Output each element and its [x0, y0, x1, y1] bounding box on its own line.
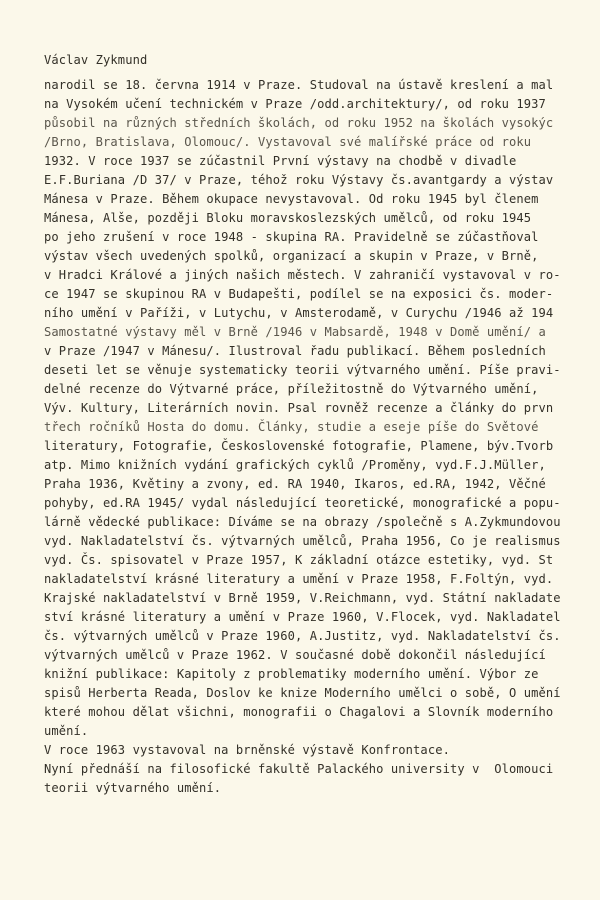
- text-line: které mohou dělat všichni, monografii o Chagalovi a Slovník moderního: [44, 705, 554, 719]
- text-line: atp. Mimo knižních vydání grafických cyklů /Proměny, vyd.F.J.Müller,: [44, 458, 546, 472]
- text-line: deseti let se věnuje systematicky teorii výtvarného umění. Píše pravi-: [44, 363, 561, 377]
- text-line: lárně vědecké publikace: Díváme se na obrazy /společně s A.Zykmundovou: [44, 515, 561, 529]
- text-line: vyd. Nakladatelství čs. výtvarných umělců, Praha 1956, Co je realismus: [44, 534, 561, 548]
- text-line: po jeho zrušení v roce 1948 - skupina RA. Pravidelně se zúčastňoval: [44, 230, 539, 244]
- text-line: ství krásné literatury a umění v Praze 1960, V.Flocek, vyd. Nakladatel: [44, 610, 561, 624]
- text-line: výtvarných umělců v Praze 1962. V současné době dokončil následující: [44, 648, 546, 662]
- text-line: ního umění v Paříži, v Lutychu, v Amsterodamě, v Curychu /1946 až 194: [44, 306, 554, 320]
- text-line: V roce 1963 vystavoval na brněnské výstavě Konfrontace.: [44, 743, 450, 757]
- text-line: /Brno, Bratislava, Olomouc/. Vystavoval své malířské práce od roku: [44, 135, 532, 149]
- text-line: delné recenze do Výtvarné práce, příležitostně do Výtvarného umění,: [44, 382, 539, 396]
- text-line: knižní publikace: Kapitoly z problematiky moderního umění. Výbor ze: [44, 667, 539, 681]
- text-line: teorii výtvarného umění.: [44, 781, 222, 795]
- text-line: umění.: [44, 724, 89, 738]
- text-line: Mánesa, Alše, později Bloku moravskoslezských umělců, od roku 1945: [44, 211, 532, 225]
- text-line: Praha 1936, Květiny a zvony, ed. RA 1940, Ikaros, ed.RA, 1942, Věčné: [44, 477, 546, 491]
- text-line: spisů Herberta Reada, Doslov ke knize Moderního umělci o sobě, O umění: [44, 686, 561, 700]
- text-line: působil na různých středních školách, od roku 1952 na školách vysokýc: [44, 116, 554, 130]
- text-line: E.F.Buriana /D 37/ v Praze, téhož roku Výstavy čs.avantgardy a výstav: [44, 173, 554, 187]
- text-line: literatury, Fotografie, Československé fotografie, Plamene, býv.Tvorb: [44, 439, 554, 453]
- text-line: v Hradci Králové a jiných našich městech. V zahraničí vystavoval v ro-: [44, 268, 561, 282]
- author-name-heading: Václav Zykmund: [44, 53, 148, 67]
- text-line: na Vysokém učení technickém v Praze /odd.architektury/, od roku 1937: [44, 97, 546, 111]
- text-line: nakladatelství krásné literatury a umění v Praze 1958, F.Foltýn, vyd.: [44, 572, 554, 586]
- text-line: Samostatné výstavy měl v Brně /1946 v Mabsardě, 1948 v Domě umění/ a: [44, 325, 546, 339]
- typescript-text-block: [44, 51, 600, 798]
- text-line: výstav všech uvedených spolků, organizací a skupin v Praze, v Brně,: [44, 249, 539, 263]
- text-line: Nyní přednáší na filosofické fakultě Palackého university v Olomouci: [44, 762, 554, 776]
- text-line: Mánesa v Praze. Během okupace nevystavoval. Od roku 1945 byl členem: [44, 192, 539, 206]
- text-line: pohyby, ed.RA 1945/ vydal následující teoretické, monografické a popu-: [44, 496, 561, 510]
- text-line: v Praze /1947 v Mánesu/. Ilustroval řadu publikací. Během posledních: [44, 344, 546, 358]
- text-line: vyd. Čs. spisovatel v Praze 1957, K základní otázce estetiky, vyd. St: [44, 553, 554, 567]
- text-line: 1932. V roce 1937 se zúčastnil První výstavy na chodbě v divadle: [44, 154, 517, 168]
- text-line: čs. výtvarných umělců v Praze 1960, A.Justitz, vyd. Nakladatelství čs.: [44, 629, 561, 643]
- text-line: narodil se 18. června 1914 v Praze. Studoval na ústavě kreslení a mal: [44, 78, 554, 92]
- text-line: ce 1947 se skupinou RA v Budapešti, podílel se na exposici čs. moder-: [44, 287, 554, 301]
- text-line: Krajské nakladatelství v Brně 1959, V.Reichmann, vyd. Státní nakladate: [44, 591, 561, 605]
- text-line: třech ročníků Hosta do domu. Články, studie a eseje píše do Světové: [44, 420, 539, 434]
- text-line: Výv. Kultury, Literárních novin. Psal rovněž recenze a články do prvn: [44, 401, 554, 415]
